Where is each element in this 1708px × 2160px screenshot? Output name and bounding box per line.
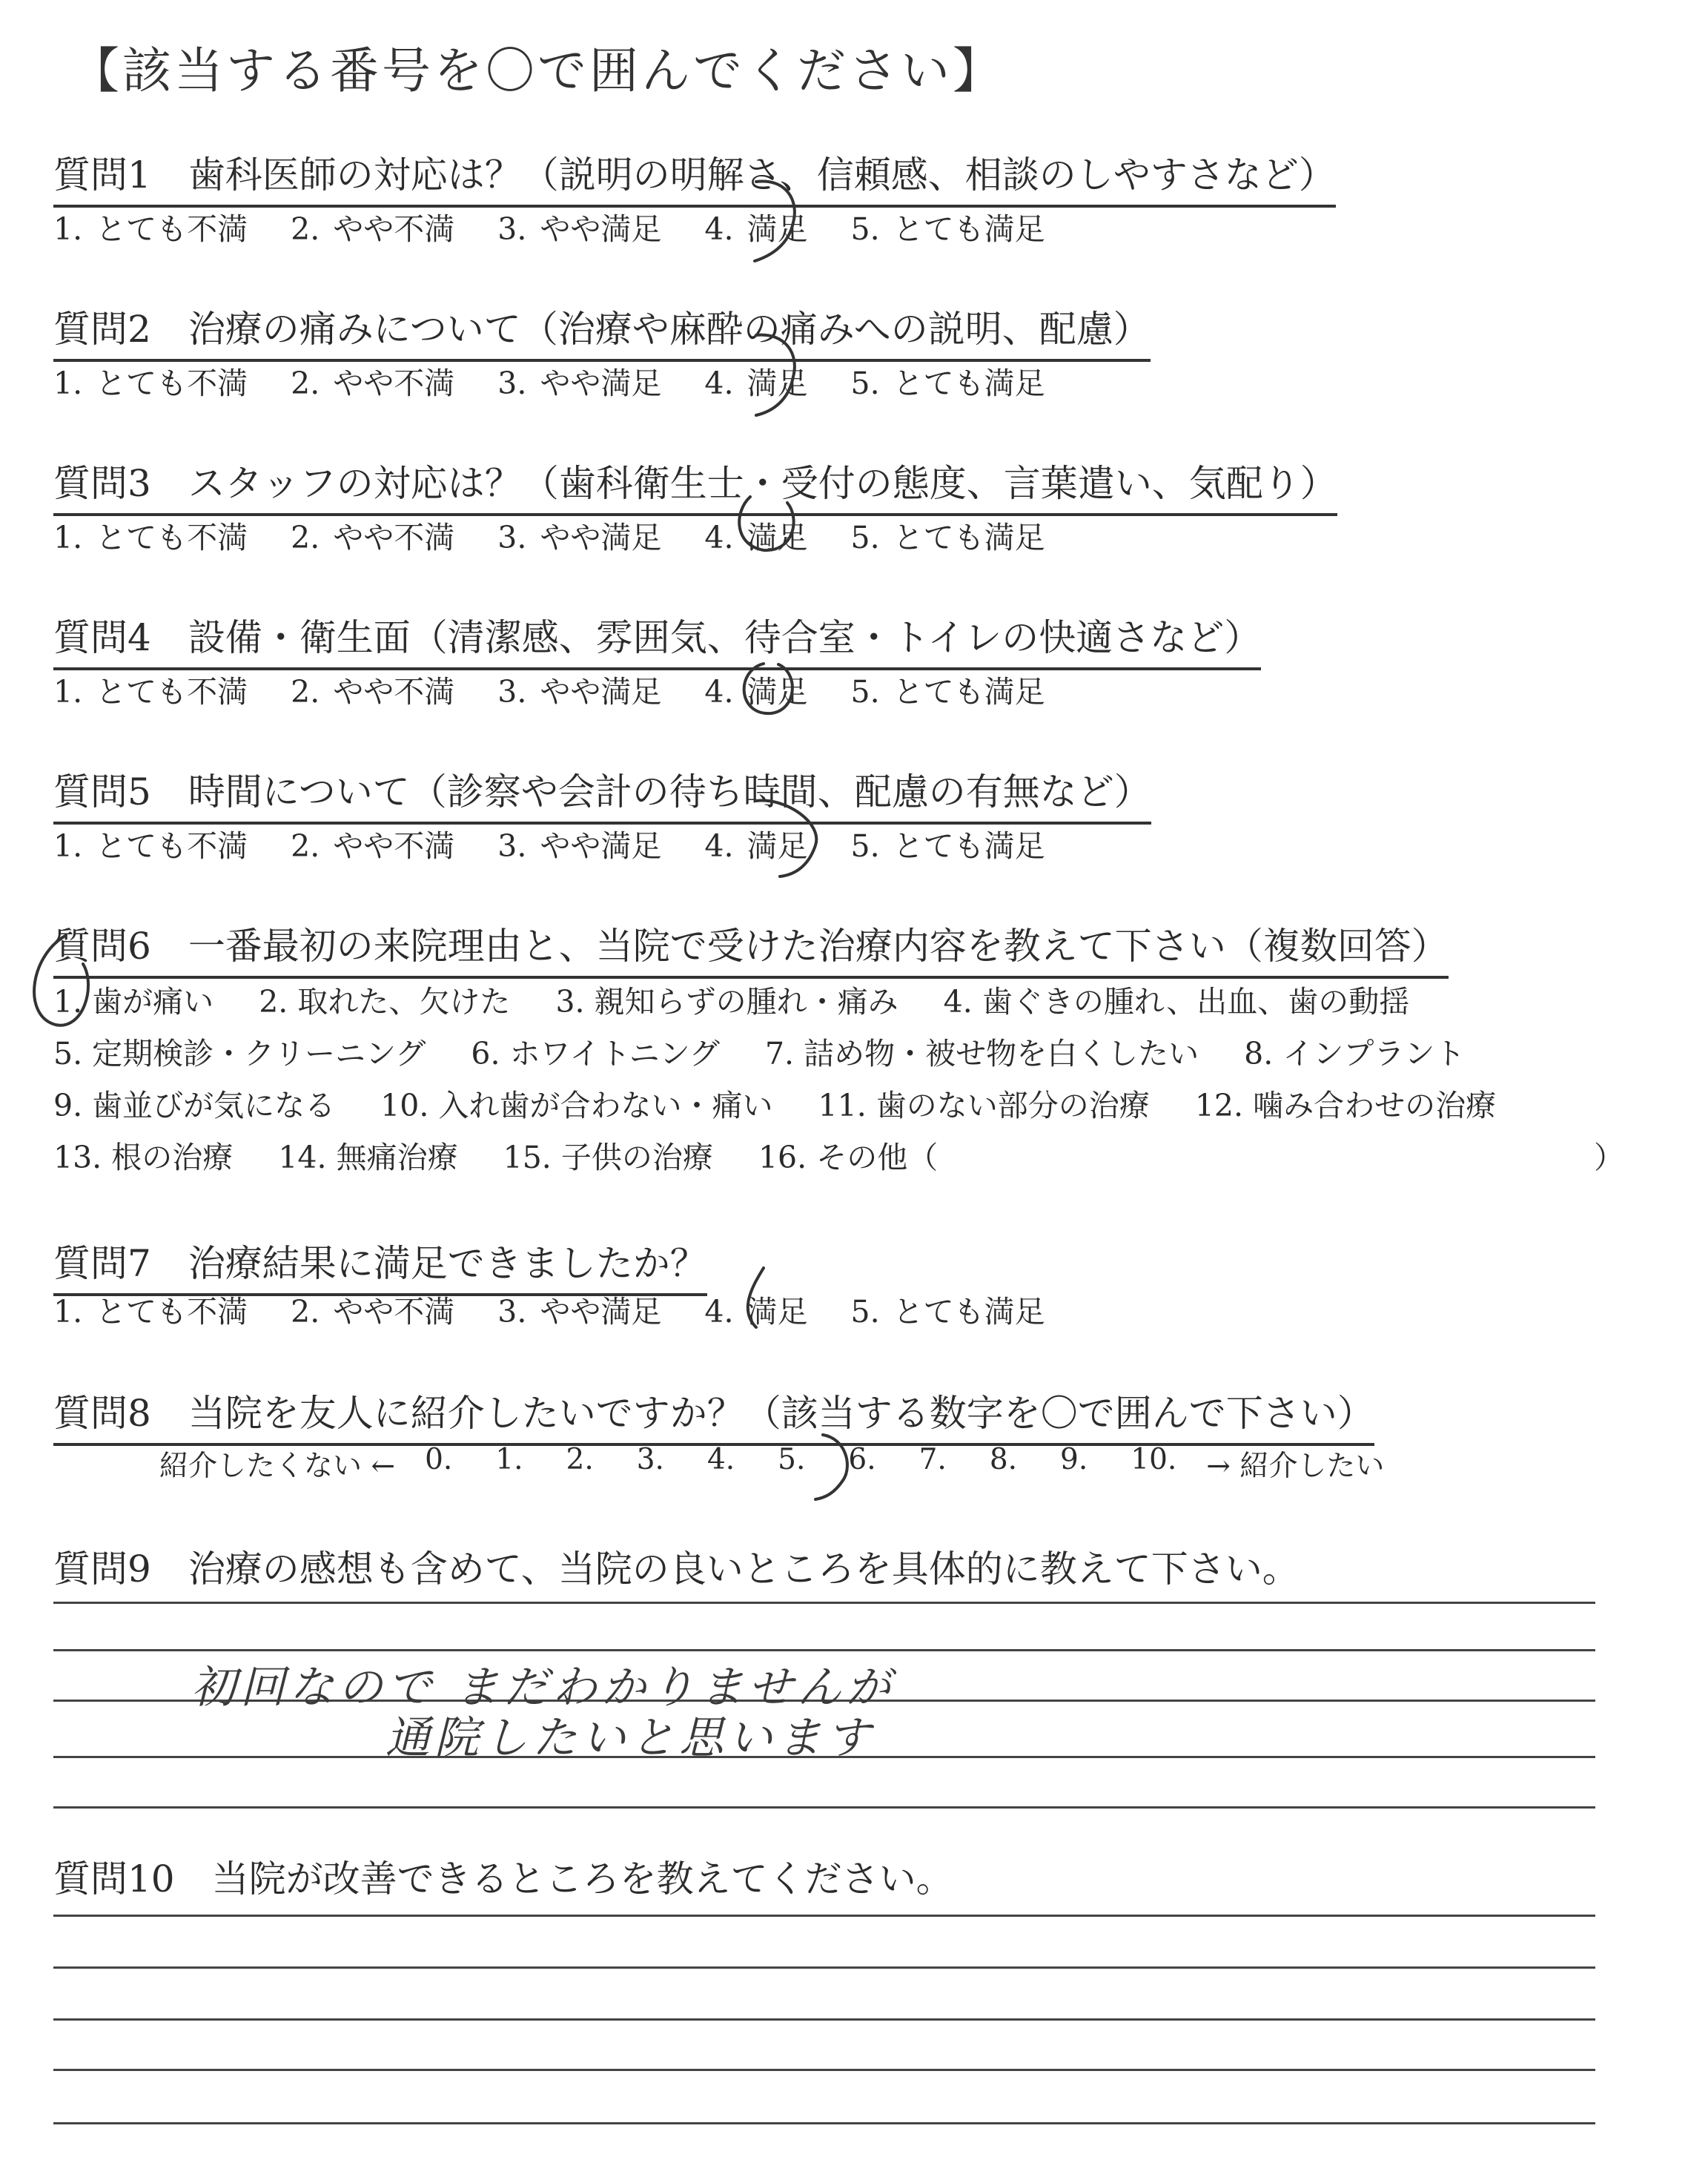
scale-number-3[interactable]: 3. bbox=[636, 1443, 664, 1476]
scale-left-label: 紹介したくない ← bbox=[159, 1450, 396, 1483]
option-5[interactable]: 5. とても満足 bbox=[850, 828, 1045, 864]
option-2[interactable]: 2. やや不満 bbox=[291, 1294, 455, 1330]
question-4-text: 設備・衛生面（清潔感、雰囲気、待合室・トイレの快適さなど） bbox=[188, 616, 1262, 659]
question-4-number: 質問4 bbox=[53, 616, 151, 659]
question-4-title bbox=[53, 608, 1261, 670]
option-4[interactable]: 4. 満足 bbox=[704, 211, 808, 247]
question-5-options bbox=[53, 822, 1088, 865]
reason-option-1[interactable]: 1. 歯が痛い bbox=[53, 984, 214, 1020]
option-1[interactable]: 1. とても不満 bbox=[53, 520, 248, 555]
question-4-options bbox=[53, 667, 1088, 711]
option-3[interactable]: 3. やや満足 bbox=[497, 828, 662, 864]
question-7-text: 治療結果に満足できましたか？ bbox=[188, 1242, 707, 1285]
scale-number-7[interactable]: 7. bbox=[918, 1443, 947, 1476]
option-1[interactable]: 1. とても不満 bbox=[53, 366, 248, 401]
option-2[interactable]: 2. やや不満 bbox=[291, 366, 455, 401]
question-2-options bbox=[53, 359, 1088, 403]
question-3-options bbox=[53, 513, 1088, 557]
reason-option-14[interactable]: 14. 無痛治療 bbox=[278, 1140, 458, 1175]
reason-option-7[interactable]: 7. 詰め物・被せ物を白くしたい bbox=[764, 1036, 1199, 1071]
question-3-text: スタッフの対応は？（歯科衛生士・受付の態度、言葉遣い、気配り） bbox=[188, 462, 1337, 505]
reason-option-11[interactable]: 11. 歯のない部分の治療 bbox=[818, 1088, 1150, 1123]
question-8-number: 質問8 bbox=[53, 1392, 151, 1435]
answer-line[interactable] bbox=[53, 2018, 1595, 2021]
question-5-number: 質問5 bbox=[53, 770, 151, 813]
question-1-number: 質問1 bbox=[53, 153, 151, 196]
option-5[interactable]: 5. とても満足 bbox=[850, 211, 1045, 247]
question-9-number: 質問9 bbox=[53, 1548, 151, 1591]
question-1-title bbox=[53, 145, 1336, 208]
question-6-row-1 bbox=[53, 977, 1445, 1021]
scale-number-10[interactable]: 10. bbox=[1131, 1443, 1177, 1476]
scale-right-label: → 紹介したい bbox=[1206, 1450, 1385, 1483]
other-reason-close-paren: ） bbox=[1594, 1140, 1624, 1175]
handwritten-answer-line-2: 通院したいと思います bbox=[385, 1712, 875, 1764]
answer-line[interactable] bbox=[53, 1966, 1595, 1969]
question-3-number: 質問3 bbox=[53, 462, 151, 505]
option-3[interactable]: 3. やや満足 bbox=[497, 211, 662, 247]
question-2-title bbox=[53, 300, 1151, 362]
question-9-title bbox=[53, 1539, 1300, 1599]
scale-number-1[interactable]: 1. bbox=[495, 1443, 523, 1476]
answer-line[interactable] bbox=[53, 2122, 1595, 2124]
scale-number-5[interactable]: 5. bbox=[778, 1443, 806, 1476]
answer-line[interactable] bbox=[53, 1649, 1595, 1651]
question-5-text: 時間について（診察や会計の待ち時間、配慮の有無など） bbox=[188, 770, 1151, 813]
option-3[interactable]: 3. やや満足 bbox=[497, 674, 662, 710]
option-3[interactable]: 3. やや満足 bbox=[497, 520, 662, 555]
handwritten-answer-line-1: 初回なので まだわかりませんが bbox=[191, 1662, 896, 1714]
option-1[interactable]: 1. とても不満 bbox=[53, 828, 248, 864]
option-5[interactable]: 5. とても満足 bbox=[850, 674, 1045, 710]
question-9-text: 治療の感想も含めて、当院の良いところを具体的に教えて下さい。 bbox=[188, 1548, 1300, 1591]
option-1[interactable]: 1. とても不満 bbox=[53, 211, 248, 247]
scale-number-6[interactable]: 6. bbox=[848, 1443, 876, 1476]
option-3[interactable]: 3. やや満足 bbox=[497, 1294, 662, 1330]
reason-option-4[interactable]: 4. 歯ぐきの腫れ、出血、歯の動揺 bbox=[943, 984, 1410, 1020]
option-1[interactable]: 1. とても不満 bbox=[53, 1294, 248, 1330]
scale-number-2[interactable]: 2. bbox=[566, 1443, 594, 1476]
reason-option-8[interactable]: 8. インプラント bbox=[1244, 1036, 1466, 1071]
instructions-header: 【該当する番号を〇で囲んでください】 bbox=[70, 42, 1004, 99]
option-5[interactable]: 5. とても満足 bbox=[850, 520, 1045, 555]
reason-option-16[interactable]: 16. その他（ bbox=[758, 1140, 939, 1175]
option-2[interactable]: 2. やや不満 bbox=[291, 828, 455, 864]
reason-option-12[interactable]: 12. 噛み合わせの治療 bbox=[1194, 1088, 1497, 1123]
question-6-row-3 bbox=[53, 1081, 1532, 1125]
reason-option-3[interactable]: 3. 親知らずの腫れ・痛み bbox=[555, 984, 898, 1020]
question-8-text: 当院を友人に紹介したいですか？（該当する数字を〇で囲んで下さい） bbox=[188, 1392, 1374, 1435]
answer-line[interactable] bbox=[53, 1915, 1595, 1917]
question-6-text: 一番最初の来院理由と、当院で受けた治療内容を教えて下さい（複数回答） bbox=[188, 925, 1449, 968]
option-4[interactable]: 4. 満足 bbox=[704, 366, 808, 401]
option-5[interactable]: 5. とても満足 bbox=[850, 366, 1045, 401]
question-7-number: 質問7 bbox=[53, 1242, 151, 1285]
option-4[interactable]: 4. 満足 bbox=[704, 520, 808, 555]
answer-line[interactable] bbox=[53, 2069, 1595, 2071]
answer-line[interactable] bbox=[53, 1806, 1595, 1809]
question-6-row-2 bbox=[53, 1029, 1500, 1073]
recommend-scale bbox=[159, 1443, 1427, 1484]
question-7-options bbox=[53, 1287, 1088, 1331]
question-10-title bbox=[53, 1849, 953, 1909]
question-10-number: 質問10 bbox=[53, 1857, 175, 1900]
reason-option-13[interactable]: 13. 根の治療 bbox=[53, 1140, 234, 1175]
reason-option-2[interactable]: 2. 取れた、欠けた bbox=[259, 984, 511, 1020]
answer-line[interactable] bbox=[53, 1602, 1595, 1604]
reason-option-5[interactable]: 5. 定期検診・クリーニング bbox=[53, 1036, 426, 1071]
question-1-options bbox=[53, 205, 1088, 248]
question-6-title bbox=[53, 916, 1449, 979]
question-10-text: 当院が改善できるところを教えてください。 bbox=[211, 1857, 953, 1900]
reason-option-6[interactable]: 6. ホワイトニング bbox=[471, 1036, 720, 1071]
question-6-number: 質問6 bbox=[53, 925, 151, 968]
other-reason-field[interactable] bbox=[798, 1133, 919, 1177]
scale-number-4[interactable]: 4. bbox=[706, 1443, 735, 1476]
option-5[interactable]: 5. とても満足 bbox=[850, 1294, 1045, 1330]
option-4[interactable]: 4. 満足 bbox=[704, 674, 808, 710]
option-3[interactable]: 3. やや満足 bbox=[497, 366, 662, 401]
option-2[interactable]: 2. やや不満 bbox=[291, 520, 455, 555]
scale-number-8[interactable]: 8. bbox=[989, 1443, 1018, 1476]
question-3-title bbox=[53, 454, 1337, 516]
scale-number-0[interactable]: 0. bbox=[425, 1443, 453, 1476]
question-5-title bbox=[53, 762, 1151, 825]
question-1-text: 歯科医師の対応は？（説明の明解さ、信頼感、相談のしやすさなど） bbox=[188, 153, 1336, 196]
reason-option-9[interactable]: 9. 歯並びが気になる bbox=[53, 1088, 336, 1123]
option-2[interactable]: 2. やや不満 bbox=[291, 674, 455, 710]
scale-number-9[interactable]: 9. bbox=[1060, 1443, 1088, 1476]
question-2-text: 治療の痛みについて（治療や麻酔の痛みへの説明、配慮） bbox=[188, 308, 1151, 351]
option-1[interactable]: 1. とても不満 bbox=[53, 674, 248, 710]
question-8-title bbox=[53, 1384, 1374, 1446]
option-4[interactable]: 4. 満足 bbox=[704, 1294, 808, 1330]
reason-option-10[interactable]: 10. 入れ歯が合わない・痛い bbox=[380, 1088, 773, 1123]
option-2[interactable]: 2. やや不満 bbox=[291, 211, 455, 247]
question-2-number: 質問2 bbox=[53, 308, 151, 351]
option-4[interactable]: 4. 満足 bbox=[704, 828, 808, 864]
reason-option-15[interactable]: 15. 子供の治療 bbox=[503, 1140, 713, 1175]
